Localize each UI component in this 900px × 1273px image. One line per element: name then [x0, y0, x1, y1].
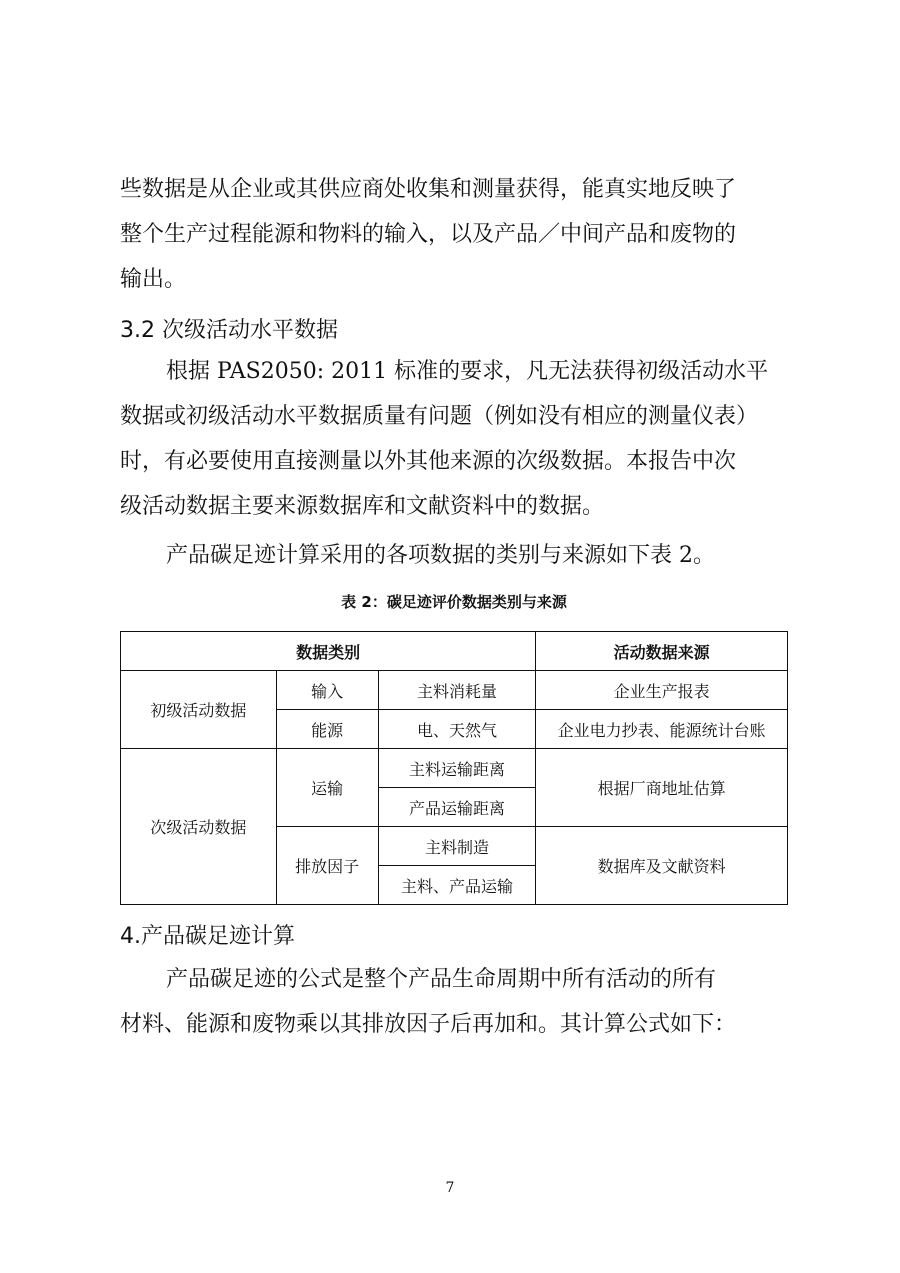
- section-heading-3-2: 3.2 次级活动水平数据: [120, 318, 338, 343]
- paragraph-secondary-data: [120, 349, 790, 529]
- category-input: 输入: [276, 671, 378, 710]
- text-line: 时，有必要使用直接测量以外其他来源的次级数据。本报告中次: [120, 449, 737, 474]
- item-main-manufacture: 主料制造: [378, 827, 536, 866]
- group-secondary-data: 次级活动数据: [121, 749, 277, 905]
- item-main-transport: 主料运输距离: [378, 749, 536, 788]
- section-heading-4: 4.产品碳足迹计算: [120, 924, 295, 949]
- source-energy: 企业电力抄表、能源统计台账: [536, 710, 788, 749]
- table-caption: 表 2：碳足迹评价数据类别与来源: [341, 593, 567, 611]
- group-primary-data: 初级活动数据: [121, 671, 277, 749]
- source-emission: 数据库及文献资料: [536, 827, 788, 905]
- table-row: [121, 632, 788, 671]
- category-transport: 运输: [276, 749, 378, 827]
- text-line: 产品碳足迹的公式是整个产品生命周期中所有活动的所有: [166, 967, 717, 992]
- source-transport: 根据厂商地址估算: [536, 749, 788, 827]
- category-emission-factor: 排放因子: [276, 827, 378, 905]
- table-row: [121, 749, 788, 788]
- text-line: 些数据是从企业或其供应商处收集和测量获得，能真实地反映了: [120, 177, 737, 202]
- header-activity-source: 活动数据来源: [536, 632, 788, 671]
- text-line: 整个生产过程能源和物料的输入，以及产品／中间产品和废物的: [120, 222, 737, 247]
- header-data-category: 数据类别: [121, 632, 536, 671]
- item-energy: 电、天然气: [378, 710, 536, 749]
- paragraph-intro: [120, 167, 790, 302]
- paragraph-table-intro: [120, 533, 790, 578]
- text-line: 材料、能源和废物乘以其排放因子后再加和。其计算公式如下：: [120, 1012, 737, 1037]
- text-line: 输出。: [120, 267, 187, 292]
- paragraph-footprint-formula: [120, 957, 790, 1047]
- item-main-material: 主料消耗量: [378, 671, 536, 710]
- text-line: 产品碳足迹计算采用的各项数据的类别与来源如下表 2。: [166, 543, 715, 568]
- source-input: 企业生产报表: [536, 671, 788, 710]
- text-line: 数据或初级活动水平数据质量有问题（例如没有相应的测量仪表）: [120, 404, 759, 429]
- item-material-product-transport: 主料、产品运输: [378, 866, 536, 905]
- table-row: [121, 671, 788, 710]
- text-line: 根据 PAS2050: 2011 标准的要求，凡无法获得初级活动水平: [166, 359, 769, 384]
- category-energy: 能源: [276, 710, 378, 749]
- page-number: 7: [445, 1180, 455, 1196]
- data-category-table: [120, 631, 788, 905]
- item-product-transport: 产品运输距离: [378, 788, 536, 827]
- text-line: 级活动数据主要来源数据库和文献资料中的数据。: [120, 494, 605, 519]
